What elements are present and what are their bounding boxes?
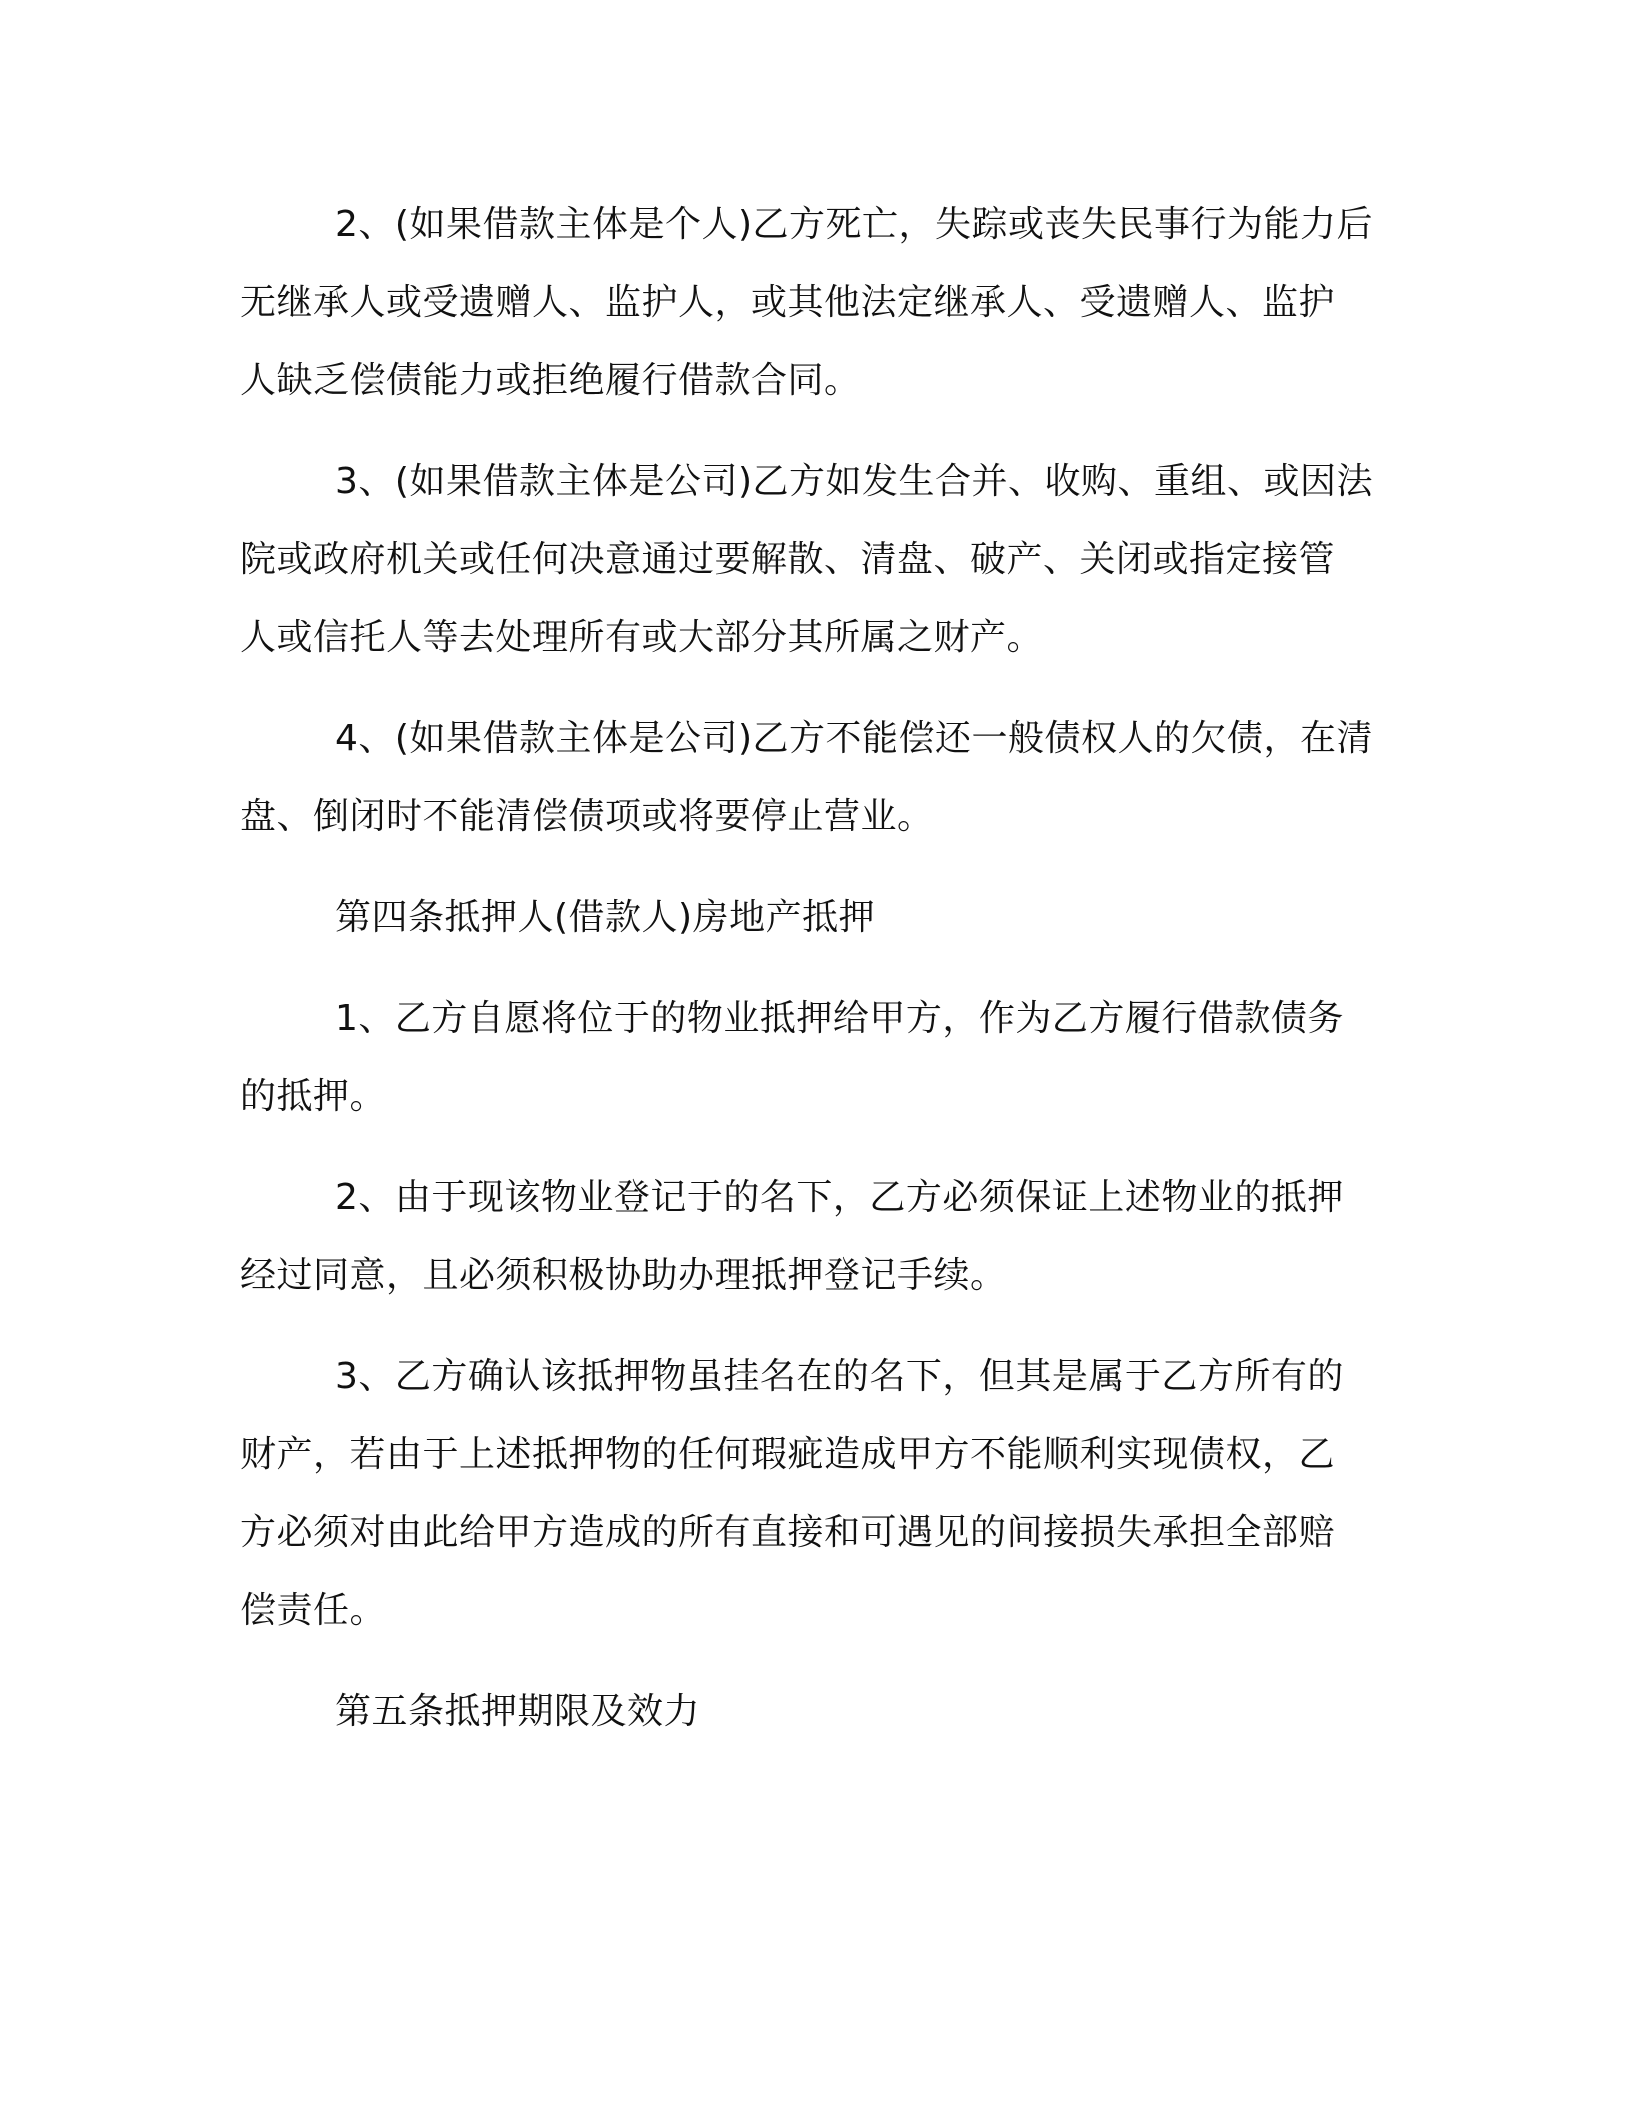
text-line: 经过同意，且必须积极协助办理抵押登记手续。: [240, 1255, 1007, 1296]
text-line: 2、(如果借款主体是个人)乙方死亡，失踪或丧失民事行为能力后: [335, 204, 1373, 245]
text-line: 无继承人或受遗赠人、监护人，或其他法定继承人、受遗赠人、监护: [240, 282, 1336, 323]
text-line: 财产，若由于上述抵押物的任何瑕疵造成甲方不能顺利实现债权，乙: [240, 1434, 1336, 1475]
article-4-clause-3: [240, 1338, 1392, 1650]
heading-text: 第五条抵押期限及效力: [335, 1691, 701, 1732]
clause-4-company: [240, 700, 1392, 856]
clause-2-individual: [240, 186, 1392, 420]
text-line: 的抵押。: [240, 1076, 387, 1117]
text-line: 方必须对由此给甲方造成的所有直接和可遇见的间接损失承担全部赔: [240, 1512, 1336, 1553]
text-line: 偿责任。: [240, 1590, 387, 1631]
text-line: 人或信托人等去处理所有或大部分其所属之财产。: [240, 617, 1044, 658]
text-line: 人缺乏偿债能力或拒绝履行借款合同。: [240, 360, 861, 401]
article-4-heading: [240, 879, 1392, 957]
article-4-clause-1: [240, 980, 1392, 1136]
text-line: 4、(如果借款主体是公司)乙方不能偿还一般债权人的欠债，在清: [335, 718, 1373, 759]
clause-3-company: [240, 443, 1392, 677]
heading-text: 第四条抵押人(借款人)房地产抵押: [335, 897, 876, 938]
article-4-clause-2: [240, 1159, 1392, 1315]
article-5-heading: [240, 1673, 1392, 1751]
text-line: 盘、倒闭时不能清偿债项或将要停止营业。: [240, 796, 934, 837]
text-line: 3、乙方确认该抵押物虽挂名在的名下，但其是属于乙方所有的: [335, 1356, 1344, 1397]
text-line: 院或政府机关或任何决意通过要解散、清盘、破产、关闭或指定接管: [240, 539, 1336, 580]
text-line: 2、由于现该物业登记于的名下，乙方必须保证上述物业的抵押: [335, 1177, 1344, 1218]
document-body: [240, 186, 1392, 1774]
text-line: 3、(如果借款主体是公司)乙方如发生合并、收购、重组、或因法: [335, 461, 1373, 502]
text-line: 1、乙方自愿将位于的物业抵押给甲方，作为乙方履行借款债务: [335, 998, 1344, 1039]
